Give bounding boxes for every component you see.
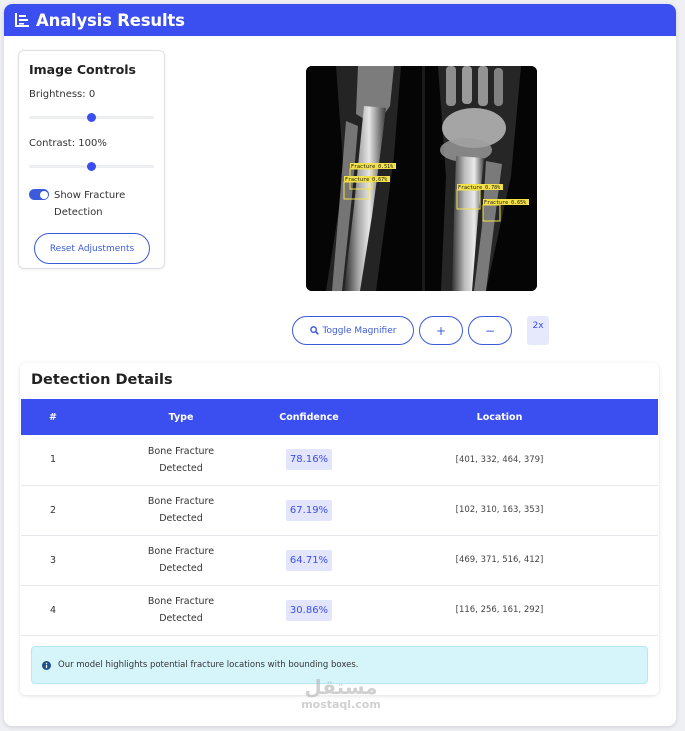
row-type: Bone Fracture Detected: [147, 496, 215, 524]
detection-details-panel: [20, 363, 659, 695]
svg-text:Fracture 0.67%: Fracture 0.67%: [345, 177, 388, 184]
xray-image: [306, 66, 537, 291]
column-header-confidence: Confidence: [279, 411, 339, 423]
fracture-detection-toggle-row: [29, 187, 154, 221]
brightness-label: Brightness: 0: [29, 89, 96, 100]
contrast-slider-thumb[interactable]: [87, 162, 96, 171]
contrast-label: Contrast: 100%: [29, 138, 107, 149]
detection-details-title: Detection Details: [31, 372, 173, 388]
table-row: [21, 435, 658, 485]
row-location: [102, 310, 163, 353]: [455, 505, 544, 515]
brightness-slider[interactable]: [29, 110, 154, 124]
xray-image-canvas: [306, 66, 537, 291]
confidence-badge: 67.19%: [286, 500, 332, 521]
reset-adjustments-button[interactable]: Reset Adjustments: [34, 233, 150, 264]
column-header-type: Type: [168, 411, 194, 423]
row-location: [469, 371, 516, 412]: [455, 555, 544, 565]
toggle-magnifier-button[interactable]: [292, 316, 414, 345]
info-alert: [31, 646, 648, 684]
contrast-slider[interactable]: [29, 159, 154, 173]
row-confidence: [277, 485, 341, 535]
row-confidence: [277, 585, 341, 635]
table-row: [21, 585, 658, 635]
table-row: [21, 535, 658, 585]
svg-text:Fracture 0.65%: Fracture 0.65%: [484, 200, 527, 207]
toggle-knob: [40, 191, 48, 199]
image-controls-title: Image Controls: [29, 62, 137, 77]
watermark-logo: مستقل: [304, 675, 378, 699]
row-index: 2: [49, 504, 57, 516]
column-header-location: Location: [476, 411, 523, 423]
table-row: [21, 485, 658, 535]
row-type: Bone Fracture Detected: [147, 596, 215, 624]
zoom-in-button[interactable]: +: [419, 316, 463, 345]
chart-bar-icon: [14, 12, 30, 28]
search-icon: [310, 326, 319, 335]
svg-text:Fracture 0.78%: Fracture 0.78%: [458, 185, 501, 192]
fracture-detection-toggle[interactable]: [29, 189, 49, 200]
row-index: 4: [49, 604, 57, 616]
confidence-badge: 78.16%: [286, 449, 332, 470]
zoom-out-button[interactable]: −: [468, 316, 512, 345]
row-location: [401, 332, 464, 379]: [455, 454, 544, 465]
row-location: [116, 256, 161, 292]: [455, 605, 544, 615]
row-confidence: [277, 535, 341, 585]
row-index: 3: [49, 554, 57, 566]
svg-text:Fracture 0.51%: Fracture 0.51%: [351, 164, 394, 171]
image-controls-panel: [18, 50, 165, 269]
confidence-badge: 64.71%: [286, 550, 332, 571]
row-confidence: [277, 435, 341, 485]
watermark-domain: mostaql.com: [301, 698, 381, 711]
table-header-row: [21, 399, 658, 435]
row-index: 1: [49, 454, 57, 466]
info-icon: [42, 661, 51, 670]
column-header-index: #: [49, 411, 57, 423]
page-title: Analysis Results: [36, 10, 185, 30]
zoom-level-badge: 2x: [527, 316, 549, 345]
fracture-detection-toggle-label: Show Fracture Detection: [54, 190, 126, 218]
row-type: Bone Fracture Detected: [147, 546, 215, 574]
magnifier-controls: [292, 316, 549, 345]
toggle-magnifier-label: Toggle Magnifier: [322, 325, 397, 336]
row-type: Bone Fracture Detected: [147, 445, 215, 474]
card-header: [4, 4, 676, 36]
info-text: Our model highlights potential fracture locations with bounding boxes.: [58, 660, 359, 670]
detection-table: [21, 399, 658, 636]
brightness-slider-thumb[interactable]: [87, 113, 96, 122]
confidence-badge: 30.86%: [286, 600, 332, 621]
